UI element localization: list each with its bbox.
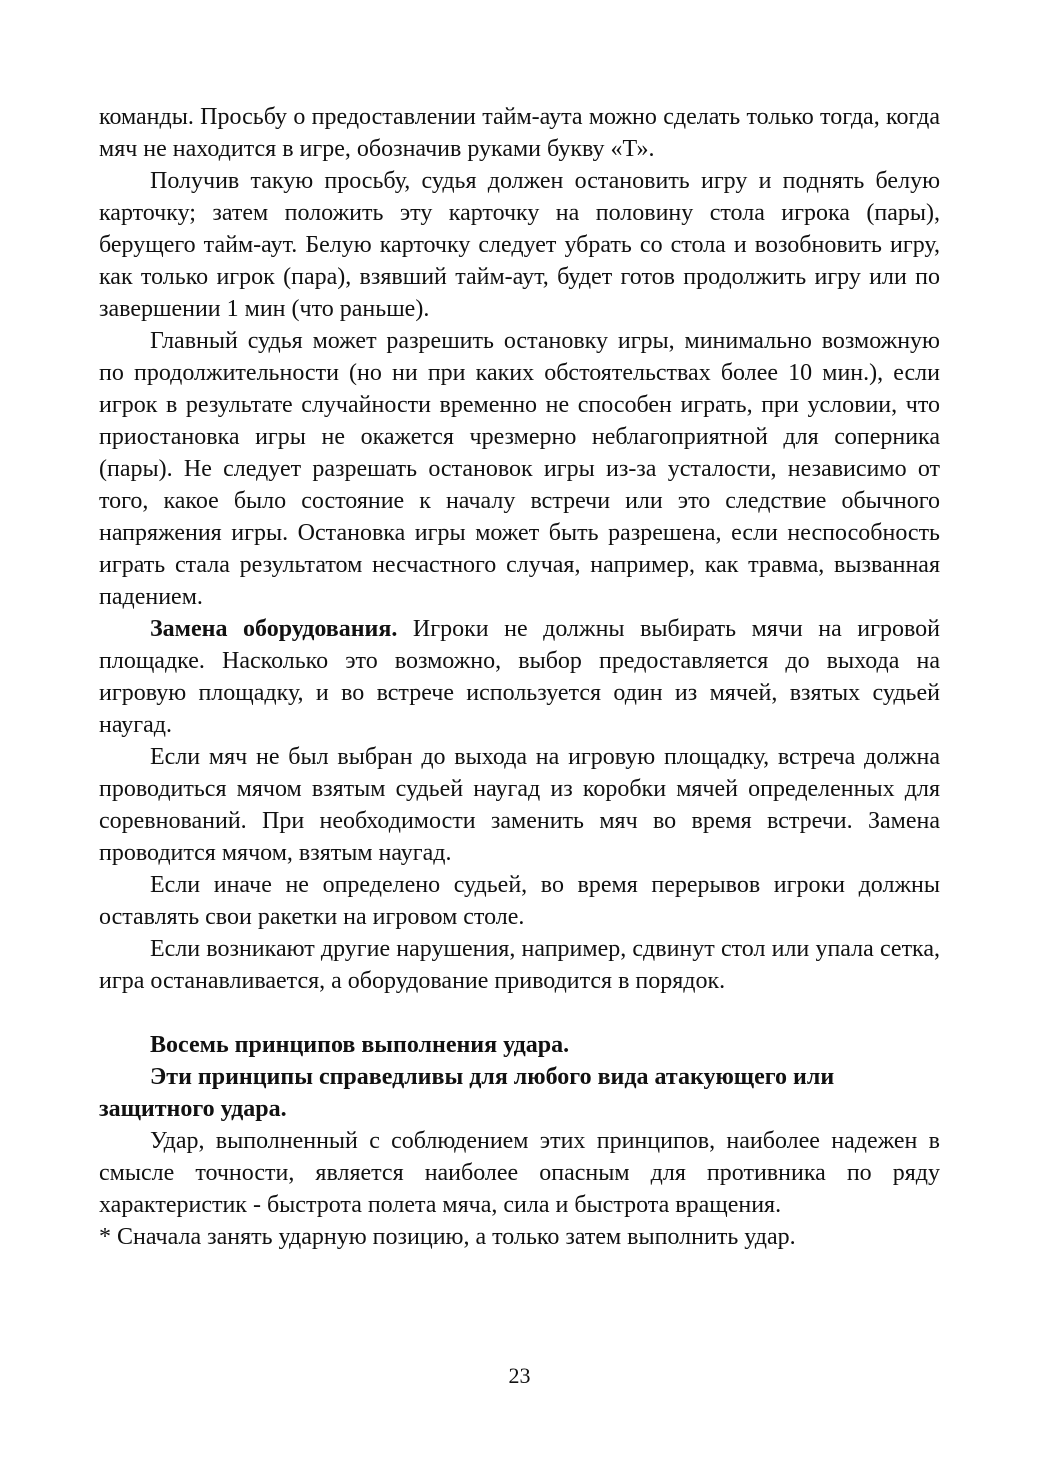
paragraph-ball-selection: Если мяч не был выбран до выхода на игровую площадку, встреча должна проводиться мячом взятым судьей наугад из коробки мячей определенных для соревнований. При необходимости заменить мяч во время встречи. Замена проводится мячом, взятым наугад. [99,744,940,866]
paragraph-injury-stoppage: Главный судья может разрешить остановку игры, минимально возможную по продолжительности (но ни при каких обстоятельствах более 10 мин.), если игрок в результате случайности временно не способен играть, при условии, что приостановка игры не окажется чрезмерно неблагоприятной для соперника (пары). Не следует разрешать остановок игры из-за усталости, независимо от того, какое было состояние к началу встречи или это следствие обычного напряжения игры. Остановка игры может быть разрешена, если неспособность играть стала результатом несчастного случая, например, как травма, вызванная падением. [99,328,940,610]
paragraph-other-violations: Если возникают другие нарушения, например, сдвинут стол или упала сетка, игра останавливается, а оборудование приводится в порядок. [99,936,940,994]
paragraph-equipment-replacement [99,613,940,741]
section-bullet: * Сначала занять ударную позицию, а только затем выполнить удар. [99,1224,796,1250]
paragraph-white-card: Получив такую просьбу, судья должен остановить игру и поднять белую карточку; затем положить эту карточку на половину стола игрока (пары), берущего тайм-аут. Белую карточку следует убрать со стола и возобновить игру, как только игрок (пара), взявший тайм-аут, будет готов продолжить игру или по завершении 1 мин (что раньше). [99,168,940,322]
paragraph-timeout-request: команды. Просьбу о предоставлении тайм-аута можно сделать только тогда, когда мяч не находится в игре, обозначив руками букву «Т». [99,104,940,162]
section-subheading: Эти принципы справедливы для любого вида атакующего или защитного удара. [99,1064,835,1122]
equipment-replacement-lead: Замена оборудования. [150,616,398,642]
section-body: Удар, выполненный с соблюдением этих принципов, наиболее надежен в смысле точности, является наиболее опасным для противника по ряду характеристик - быстрота полета мяча, сила и быстрота вращения. [99,1128,940,1218]
page-number: 23 [508,1363,531,1388]
section-gap [99,997,940,1029]
equipment-replacement-text: Игроки не должны выбирать мячи на игровой площадке. Насколько это возможно, выбор предоставляется до выхода на игровую площадку, и во встрече используется один из мячей, взятых судьей наугад. [99,616,940,738]
page-body [99,101,940,1253]
paragraph-rackets: Если иначе не определено судьей, во время перерывов игроки должны оставлять свои ракетки на игровом столе. [99,872,940,930]
section-heading: Восемь принципов выполнения удара. [150,1032,570,1058]
